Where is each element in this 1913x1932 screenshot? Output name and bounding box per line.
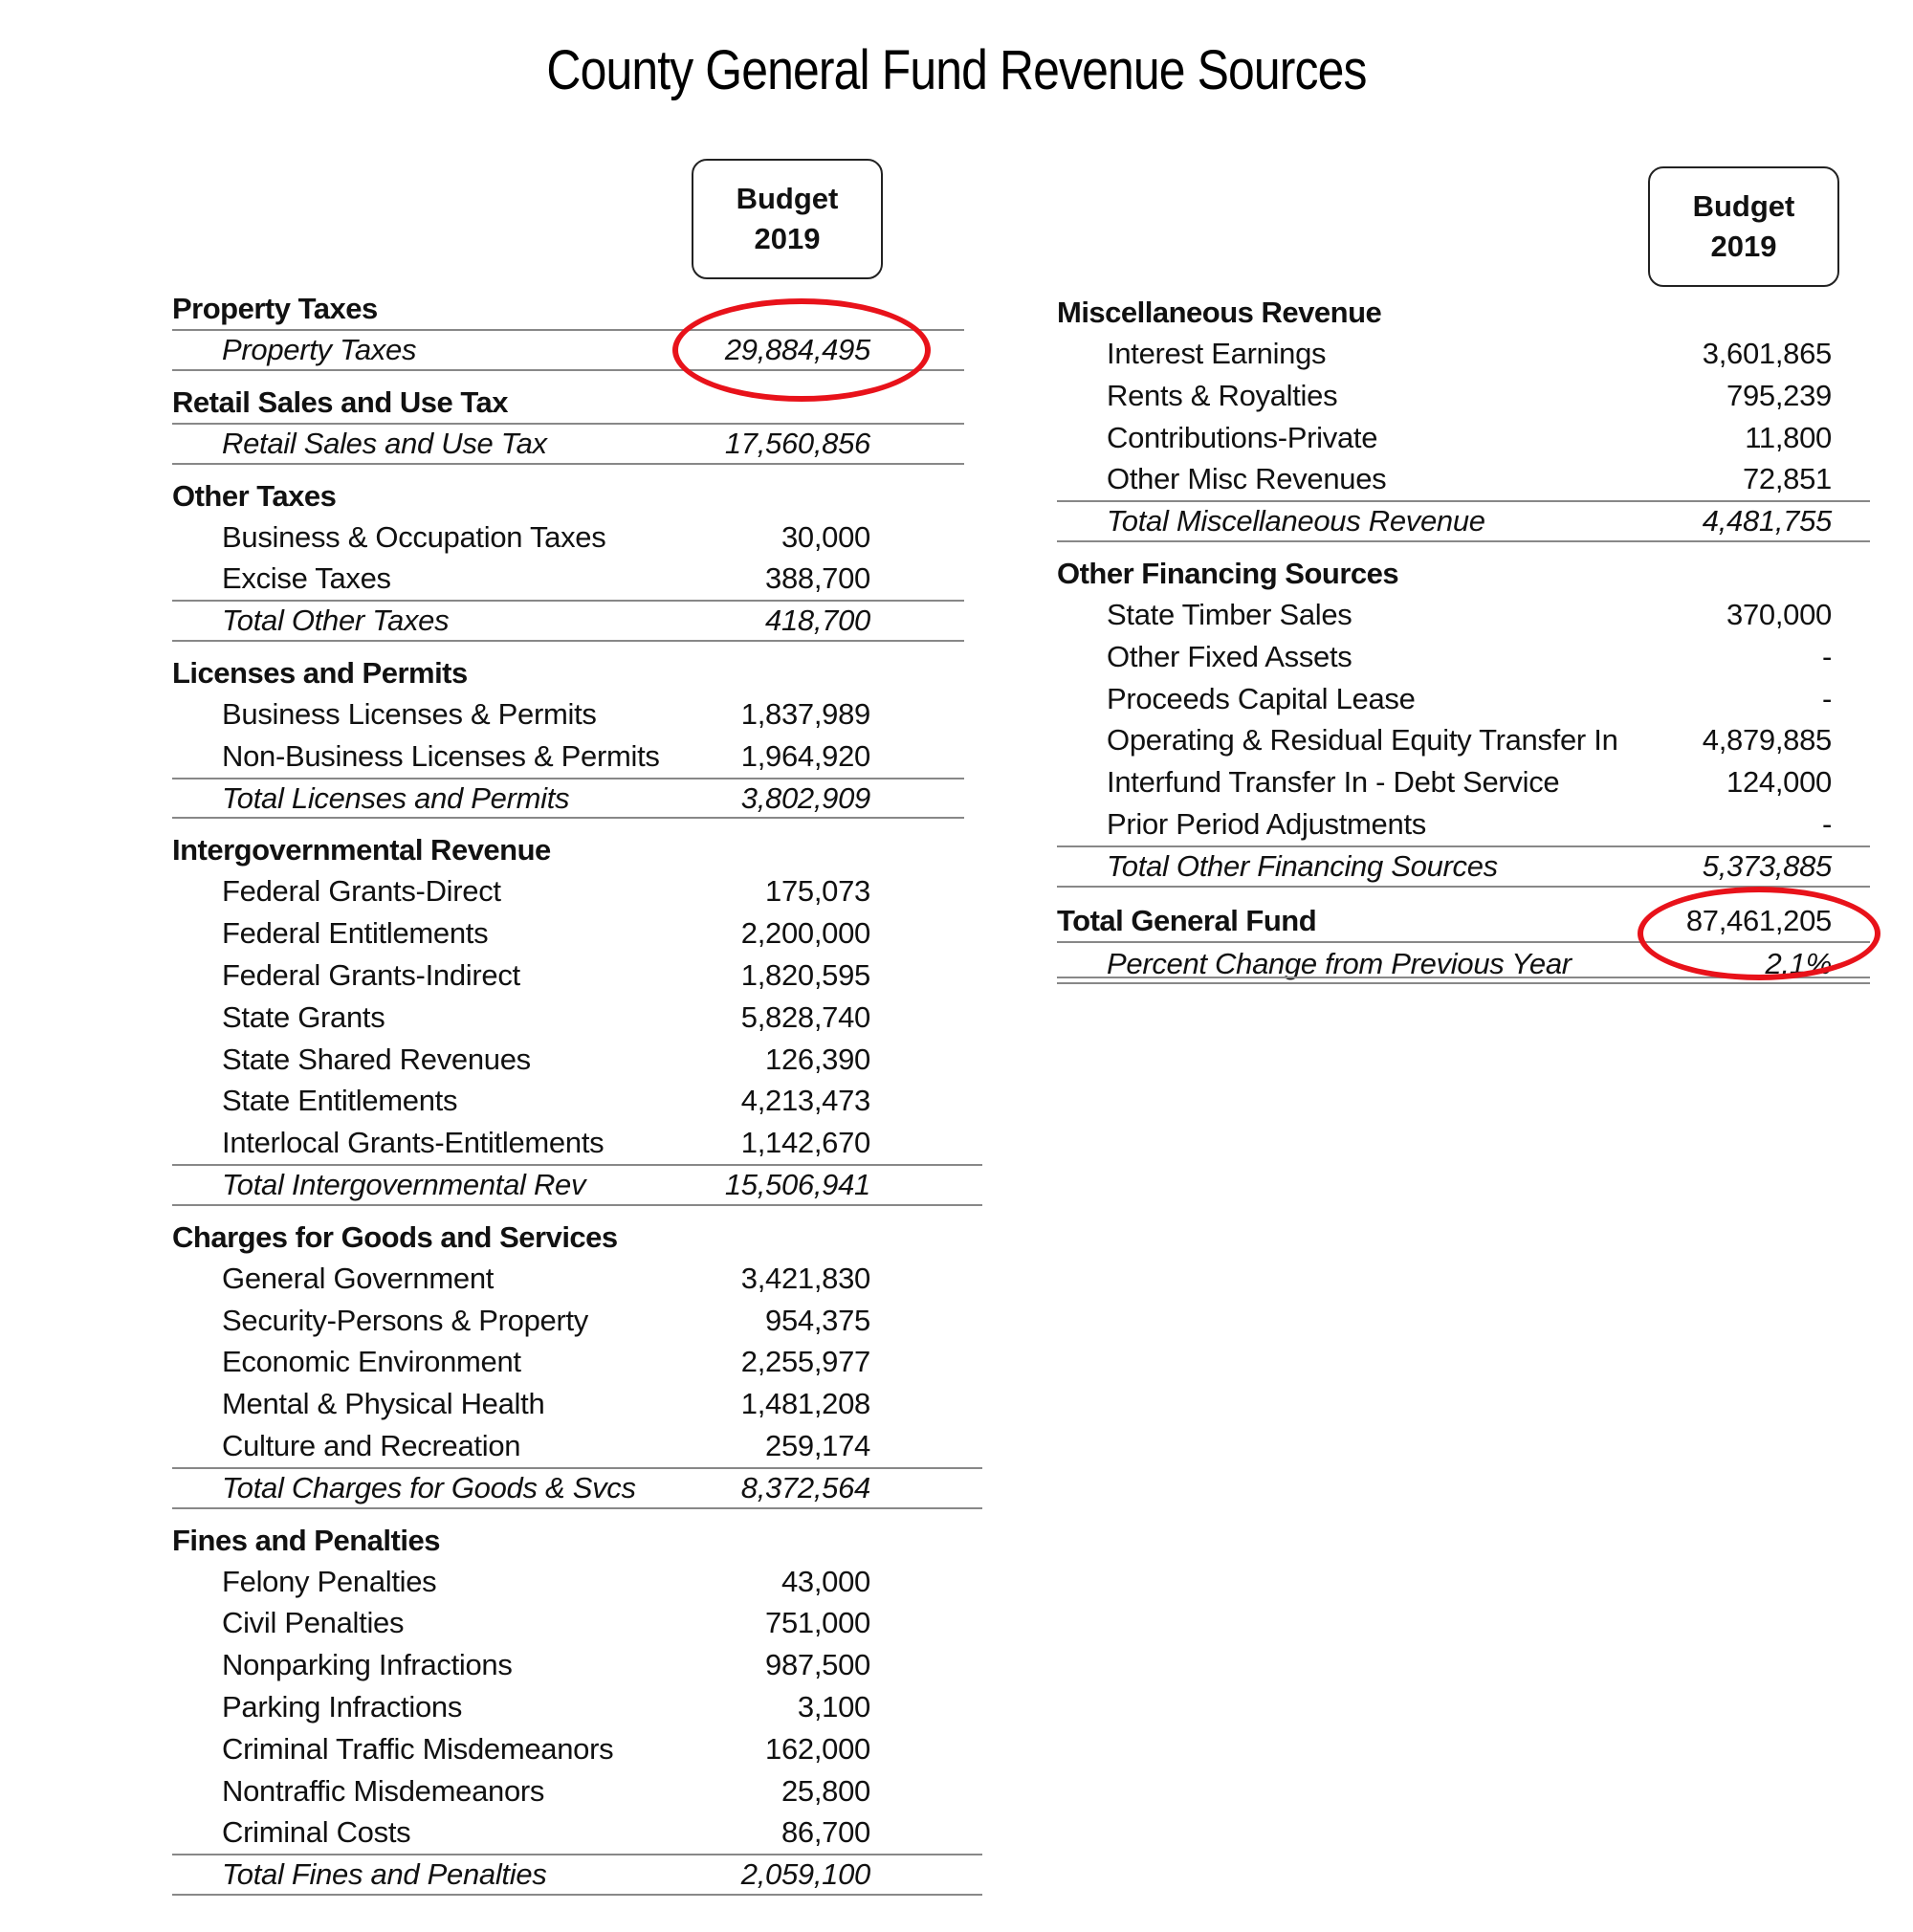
total-value: 8,372,564 <box>740 1470 870 1504</box>
row-value: 86,700 <box>781 1815 870 1850</box>
row-value: 1,820,595 <box>740 957 870 992</box>
section-title: Intergovernmental Revenue <box>172 833 551 867</box>
table-row <box>172 1602 964 1644</box>
table-row <box>172 997 964 1039</box>
table-row <box>1057 761 1870 803</box>
table-row <box>172 516 964 559</box>
row-label: State Grants <box>222 999 385 1034</box>
row-label: Rents & Royalties <box>1107 378 1338 412</box>
section-miscellaneous-revenue <box>1057 293 1870 542</box>
row-label: Criminal Costs <box>222 1815 411 1850</box>
percent-change-row <box>1057 943 1870 985</box>
total-value: 15,506,941 <box>724 1167 870 1201</box>
total-row <box>172 600 964 642</box>
total-value: 4,481,755 <box>1702 504 1832 538</box>
column-header-line1: Budget <box>1692 189 1795 223</box>
table-row <box>1057 678 1870 720</box>
row-value: - <box>1821 806 1832 841</box>
row-label: State Timber Sales <box>1107 597 1352 631</box>
total-label: Property Taxes <box>222 333 417 366</box>
row-value: 1,481,208 <box>740 1387 870 1421</box>
section-charges-for-goods-and-services <box>172 1218 964 1509</box>
row-value: 3,421,830 <box>740 1261 870 1295</box>
row-label: Prior Period Adjustments <box>1107 806 1426 841</box>
row-label: Other Fixed Assets <box>1107 639 1352 673</box>
section-spacer <box>172 819 964 830</box>
total-row <box>172 329 964 371</box>
row-label: Economic Environment <box>222 1345 521 1379</box>
row-value: 25,800 <box>781 1773 870 1808</box>
table-row <box>172 735 964 778</box>
row-value: - <box>1821 681 1832 715</box>
section-other-financing-sources <box>1057 554 1870 888</box>
row-value: 259,174 <box>765 1428 870 1462</box>
row-label: Contributions-Private <box>1107 420 1378 454</box>
grand-total-value: 87,461,205 <box>1685 903 1832 937</box>
section-spacer <box>172 465 964 476</box>
row-label: Federal Entitlements <box>222 916 489 951</box>
table-row <box>172 1561 964 1603</box>
row-label: State Entitlements <box>222 1084 458 1118</box>
row-value: 2,255,977 <box>740 1345 870 1379</box>
row-label: Other Misc Revenues <box>1107 462 1387 496</box>
table-row <box>172 558 964 600</box>
section-spacer <box>1057 542 1870 554</box>
section-spacer <box>172 1509 964 1521</box>
total-label: Total Charges for Goods & Svcs <box>222 1470 636 1504</box>
column-header-line2: 2019 <box>754 222 821 255</box>
row-label: Felony Penalties <box>222 1564 437 1598</box>
table-row <box>172 1770 964 1812</box>
row-label: Interest Earnings <box>1107 337 1327 370</box>
row-label: Non-Business Licenses & Permits <box>222 738 660 773</box>
total-row <box>172 778 964 820</box>
row-value: 5,828,740 <box>740 999 870 1034</box>
section-fines-and-penalties <box>172 1521 964 1896</box>
row-value: 3,100 <box>797 1689 870 1723</box>
section-title: Fines and Penalties <box>172 1523 440 1557</box>
section-spacer <box>172 371 964 383</box>
total-row <box>172 1467 964 1509</box>
row-label: Criminal Traffic Misdemeanors <box>222 1731 614 1766</box>
section-title: Other Financing Sources <box>1057 556 1399 590</box>
table-row <box>172 1425 964 1467</box>
total-value: 418,700 <box>765 604 870 638</box>
row-value: 11,800 <box>1745 420 1832 454</box>
row-value: 126,390 <box>765 1042 870 1076</box>
total-label: Total Other Taxes <box>222 604 450 638</box>
row-value: 1,142,670 <box>740 1126 870 1160</box>
row-value: 175,073 <box>765 874 870 909</box>
table-row <box>1057 417 1870 459</box>
row-value: 30,000 <box>781 519 870 554</box>
grand-total-label: Total General Fund <box>1057 903 1317 937</box>
column-header-budget-2019-right <box>1648 166 1839 287</box>
total-row <box>172 423 964 465</box>
table-row <box>172 955 964 997</box>
row-label: Proceeds Capital Lease <box>1107 681 1416 715</box>
row-value: 2,200,000 <box>740 916 870 951</box>
row-label: Business Licenses & Permits <box>222 696 597 731</box>
table-row <box>172 1644 964 1686</box>
table-row <box>172 1341 964 1383</box>
section-spacer <box>172 1206 964 1218</box>
table-row <box>172 1080 964 1122</box>
total-label: Total Other Financing Sources <box>1107 848 1498 883</box>
total-value: 5,373,885 <box>1702 848 1832 883</box>
row-value: 4,879,885 <box>1702 723 1832 757</box>
column-header-line2: 2019 <box>1710 230 1777 263</box>
row-label: Interlocal Grants-Entitlements <box>222 1126 605 1160</box>
table-row <box>172 1258 964 1300</box>
row-value: 43,000 <box>781 1564 870 1598</box>
row-label: Civil Penalties <box>222 1606 405 1640</box>
table-row <box>172 870 964 912</box>
table-row <box>1057 594 1870 636</box>
section-title: Retail Sales and Use Tax <box>172 384 508 419</box>
table-row <box>1057 803 1870 845</box>
total-label: Total Licenses and Permits <box>222 780 570 815</box>
section-intergovernmental-revenue <box>172 830 964 1205</box>
row-label: Nonparking Infractions <box>222 1648 513 1682</box>
section-title: Property Taxes <box>172 292 378 325</box>
total-row <box>1057 845 1870 888</box>
table-row <box>172 1811 964 1854</box>
page-title: County General Fund Revenue Sources <box>546 39 1367 101</box>
row-value: 3,601,865 <box>1702 337 1832 370</box>
row-value: 124,000 <box>1726 765 1832 800</box>
section-spacer <box>1057 888 1870 899</box>
total-label: Total Miscellaneous Revenue <box>1107 504 1485 538</box>
revenue-table-right <box>1057 293 1870 984</box>
row-label: State Shared Revenues <box>222 1042 531 1076</box>
table-row <box>172 1039 964 1081</box>
table-row <box>172 1686 964 1728</box>
total-label: Retail Sales and Use Tax <box>222 426 547 460</box>
row-value: 751,000 <box>765 1606 870 1640</box>
total-value: 2,059,100 <box>740 1857 870 1892</box>
table-row <box>1057 719 1870 761</box>
section-title: Miscellaneous Revenue <box>1057 296 1382 329</box>
table-row <box>1057 458 1870 500</box>
table-row <box>1057 375 1870 417</box>
section-title: Licenses and Permits <box>172 655 468 690</box>
row-label: Security-Persons & Property <box>222 1303 588 1337</box>
row-value: - <box>1821 639 1832 673</box>
row-label: Nontraffic Misdemeanors <box>222 1773 545 1808</box>
total-row <box>172 1854 964 1896</box>
table-row <box>1057 636 1870 678</box>
row-value: 1,964,920 <box>740 738 870 773</box>
row-value: 370,000 <box>1726 597 1832 631</box>
total-row <box>172 1164 964 1206</box>
total-row <box>1057 500 1870 542</box>
column-header-budget-2019-left <box>692 159 883 279</box>
row-label: Operating & Residual Equity Transfer In <box>1107 723 1618 757</box>
column-header-line1: Budget <box>736 182 839 215</box>
percent-change-label: Percent Change from Previous Year <box>1107 946 1572 980</box>
row-label: Mental & Physical Health <box>222 1387 545 1421</box>
percent-change-value: 2.1% <box>1765 946 1832 980</box>
row-value: 954,375 <box>765 1303 870 1337</box>
section-title: Charges for Goods and Services <box>172 1219 618 1254</box>
section-other-taxes <box>172 476 964 642</box>
row-label: Interfund Transfer In - Debt Service <box>1107 765 1560 800</box>
table-row <box>172 912 964 955</box>
grand-total-row <box>1057 899 1870 943</box>
total-value: 3,802,909 <box>740 780 870 815</box>
row-value: 72,851 <box>1742 462 1832 496</box>
row-value: 162,000 <box>765 1731 870 1766</box>
row-value: 1,837,989 <box>740 696 870 731</box>
row-label: Excise Taxes <box>222 561 391 596</box>
table-row <box>172 1728 964 1770</box>
section-licenses-and-permits <box>172 653 964 819</box>
row-label: Culture and Recreation <box>222 1428 521 1462</box>
table-row <box>172 1300 964 1342</box>
total-value: 29,884,495 <box>724 333 870 366</box>
total-label: Total Intergovernmental Rev <box>222 1167 586 1201</box>
table-row <box>1057 333 1870 375</box>
table-row <box>172 1383 964 1425</box>
row-label: Federal Grants-Direct <box>222 874 501 909</box>
row-label: Business & Occupation Taxes <box>222 519 606 554</box>
row-value: 987,500 <box>765 1648 870 1682</box>
row-value: 4,213,473 <box>740 1084 870 1118</box>
table-row <box>172 693 964 735</box>
row-label: General Government <box>222 1261 495 1295</box>
total-label: Total Fines and Penalties <box>222 1857 547 1892</box>
section-title: Other Taxes <box>172 478 337 513</box>
revenue-table-left <box>172 289 964 1907</box>
section-spacer <box>172 1896 964 1907</box>
row-value: 388,700 <box>765 561 870 596</box>
section-property-taxes <box>172 289 964 371</box>
total-value: 17,560,856 <box>724 426 870 460</box>
table-row <box>172 1122 964 1164</box>
section-retail-sales-and-use-tax <box>172 383 964 465</box>
section-spacer <box>172 642 964 653</box>
row-label: Federal Grants-Indirect <box>222 957 520 992</box>
row-value: 795,239 <box>1726 378 1832 412</box>
row-label: Parking Infractions <box>222 1689 463 1723</box>
